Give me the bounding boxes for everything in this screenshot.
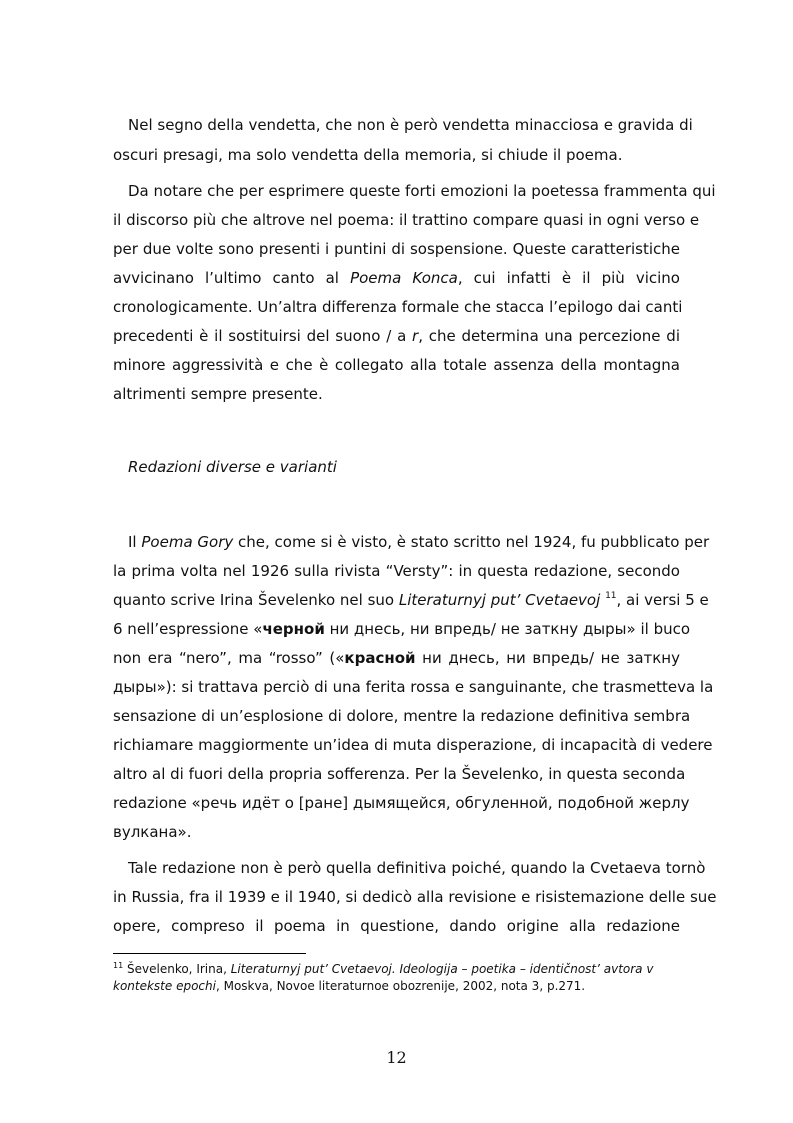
emphasized-word: черной — [262, 620, 325, 638]
footnote-separator — [113, 953, 306, 954]
body-text-line: per due volte sono presenti i puntini di sospensione. Queste caratteristiche — [113, 240, 680, 258]
body-text-line: cronologicamente. Un’altra differenza formale che stacca l’epilogo dai canti — [113, 298, 683, 316]
body-text-line: Nel segno della vendetta, che non è però vendetta minacciosa e gravida di — [128, 116, 693, 134]
body-text-line: oscuri presagi, ma solo vendetta della memoria, si chiude il poema. — [113, 146, 623, 164]
footnote: kontekste epochi, Moskva, Novoe literaturnoe obozrenije, 2002, nota 3, p.271. — [113, 979, 586, 993]
work-title: Poema Gory — [141, 533, 234, 551]
body-text-line: дыры»): si trattava perciò di una ferita rossa e sanguinante, che trasmetteva la — [113, 678, 714, 696]
body-text-line: non era “nero”, ma “rosso” («красной ни днесь, ни впредь/ не заткну — [113, 649, 680, 667]
body-text-line: Tale redazione non è però quella definitiva poiché, quando la Cvetaeva tornò — [128, 859, 706, 877]
footnote: $^{11}$ Ševelenko, Irina, Literaturnyj put’ Cvetaevoj. Ideologija – poetika – identičnost’ avtora v — [113, 961, 654, 976]
body-text-line: redazione «речь идёт о [ране] дымящейся, обгуленной, подобной жерлу — [113, 794, 690, 812]
body-text-line: minore aggressività e che è collegato alla totale assenza della montagna — [113, 356, 680, 374]
body-text-line: 6 nell’espressione «черной ни днесь, ни впредь/ не заткну дыры» il buco — [113, 620, 691, 638]
work-title: Literaturnyj put’ Cvetaevoj — [398, 591, 601, 609]
body-text-line: la prima volta nel 1926 sulla rivista “Versty”: in questa redazione, secondo — [113, 562, 680, 580]
body-text-line: quanto scrive Irina Ševelenko nel suo Literaturnyj put’ Cvetaevoj $^{11}$, ai versi 5 e — [113, 591, 709, 609]
body-text-line: il discorso più che altrove nel poema: il trattino compare quasi in ogni verso e — [113, 211, 700, 229]
body-text-line: avvicinano l’ultimo canto al Poema Konca, cui infatti è il più vicino — [113, 269, 680, 287]
body-text-line: Il Poema Gory che, come si è visto, è stato scritto nel 1924, fu pubblicato per — [128, 533, 710, 551]
footnote-number: 11 — [113, 961, 124, 970]
body-text-line: in Russia, fra il 1939 e il 1940, si dedicò alla revisione e risistemazione delle sue — [113, 888, 717, 906]
page-number: 12 — [386, 1048, 407, 1067]
section-heading: Redazioni diverse e varianti — [128, 458, 337, 476]
body-text-line: sensazione di un’esplosione di dolore, mentre la redazione definitiva sembra — [113, 707, 691, 725]
body-text-line: Da notare che per esprimere queste forti emozioni la poetessa frammenta qui — [128, 182, 716, 200]
body-text-line: opere, compreso il poema in questione, dando origine alla redazione — [113, 917, 680, 935]
footnote-reference: 11 — [605, 591, 617, 601]
body-text-line: вулкана». — [113, 823, 192, 841]
body-text-line: altrimenti sempre presente. — [113, 385, 323, 403]
body-text-line: precedenti è il sostituirsi del suono / a r, che determina una percezione di — [113, 327, 680, 345]
emphasized-word: красной — [344, 649, 416, 667]
body-text-line: richiamare maggiormente un’idea di muta disperazione, di incapacità di vedere — [113, 736, 713, 754]
body-text-line: altro al di fuori della propria sofferenza. Per la Ševelenko, in questa seconda — [113, 765, 686, 783]
work-title: Poema Konca — [350, 269, 458, 287]
